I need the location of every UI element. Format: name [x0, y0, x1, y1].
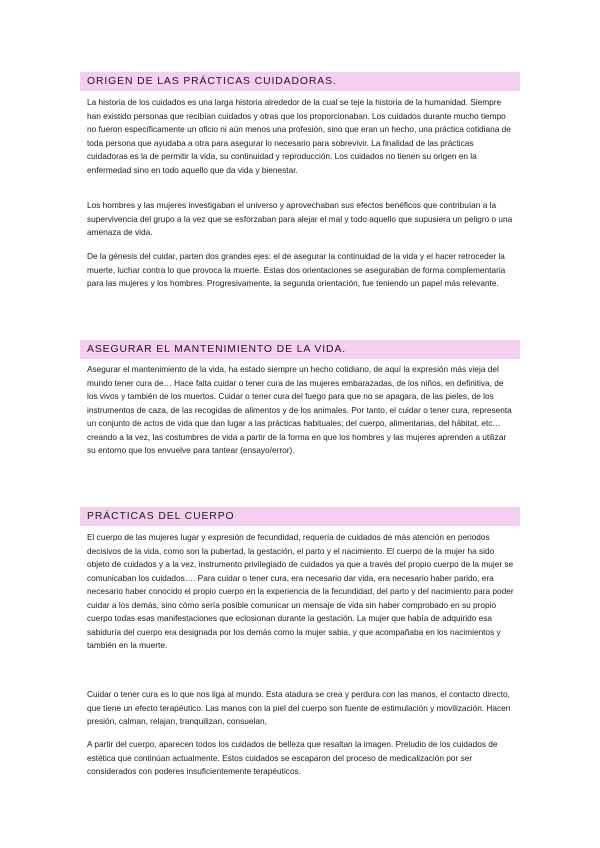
paragraph: Cuidar o tener cura es lo que nos liga al mundo. Esta atadura se crea y perdura con las manos, el contacto directo, que tiene un efecto terapéutico. Las manos con la piel del cuerpo son fuente de estimulación y movilización. Hacen presión, calman, relajan, tranquilizan, consuelan,: [87, 689, 511, 726]
paragraph: De la génesis del cuidar, parten dos grandes ejes: el de asegurar la continuidad de la vida y el hacer retroceder la muerte, luchar contra lo que provoca la muerte. Estas dos orientaciones se aseguraban de forma complementaria para las mujeres y los hombres. Progresivamente, la segunda orientación, fue teniendo un papel más relevante.: [87, 251, 506, 288]
section-heading-asegurar: ASEGURAR EL MANTENIMIENTO DE LA VIDA.: [80, 340, 520, 359]
paragraph: Los hombres y las mujeres investigaban el universo y aprovechaban sus efectos benéficos que contribuían a la supervivencia del grupo a la vez que se esforzaban para alejar el mal y todo aquello que supusiera un peligro o una amenaza de vida.: [87, 200, 513, 237]
section-heading-practicas: PRÁCTICAS DEL CUERPO: [80, 507, 520, 526]
paragraph: A partir del cuerpo, aparecen todos los cuidados de belleza que resaltan la imagen. Preludio de los cuidados de estética que continúan actualmente. Estos cuidados se escaparon del proceso de medicalización por ser considerados con poderes insuficientemente terapéuticos.: [87, 739, 498, 776]
paragraph: Asegurar el mantenimiento de la vida, ha estado siempre un hecho cotidiano, de aquí la expresión más vieja del mundo tener cura de… Hace falta cuidar o tener cura de las mujeres embarazadas, de los niños, en definitiva, de los vivos y también de los muertos. Cuidar o tener cura del fuego para que no se apagara, de las pieles, de los instrumentos de caza, de las recogidas de alimentos y de los animales. Por tanto, el cuidar o tener cura, representa un conjunto de actos de vida que dan lugar a las prácticas habituales; del cuerpo, alimentarias, del hábitat, etc…creando a la vez, las costumbres de vida a partir de la forma en que los hombres y las mujeres aprenden a utilizar su entorno que los envuelve para tantear (ensayo/error).: [87, 364, 512, 455]
paragraph: El cuerpo de las mujeres lugar y expresión de fecundidad, requería de cuidados de más atención en periodos decisivos de la vida, como son la pubertad, la gestación, el parto y el nacimiento. El cuerpo de la mujer ha sido objeto de cuidados y a la vez, instrumento privilegiado de cuidados ya que a través del propio cuerpo de la mujer se comunicaban los cuidados…. Para cuidar o tener cura, era necesario dar vida, era necesario haber parido, era necesario haber conocido el propio cuerpo en la experiencia de la fecundidad, del parto y del nacimiento para poder cuidar a los demás, sino cómo sería posible comunicar un mensaje de vida sin haber comprobado en su propio cuerpo todas esas manifestaciones que eclosionan durante la gestación. La mujer que había de adquirido esa sabiduría del cuerpo era designada por los demás como la mujer sabia, y que acompañaba en los nacimientos y también en la muerte.: [87, 532, 514, 650]
paragraph: La historia de los cuidados es una larga historia alrededor de la cual se teje la historia de la humanidad. Siempre han existido personas que recibían cuidados y otras que los proporcionaban. Los cuidados durante mucho tiempo no fueron específicamente un oficio ni aún menos una profesión, sino que eran un hecho, una práctica cotidiana de toda persona que ayudaba a otra para asegurar lo necesario para sobrevivir. La finalidad de las prácticas cuidadoras es la de permitir la vida, su continuidad y reproducción. Los cuidados no tienen su origen en la enfermedad sino en todo aquello que da vida y bienestar.: [87, 97, 511, 175]
section-heading-origen: ORIGEN DE LAS PRÁCTICAS CUIDADORAS.: [80, 72, 520, 91]
